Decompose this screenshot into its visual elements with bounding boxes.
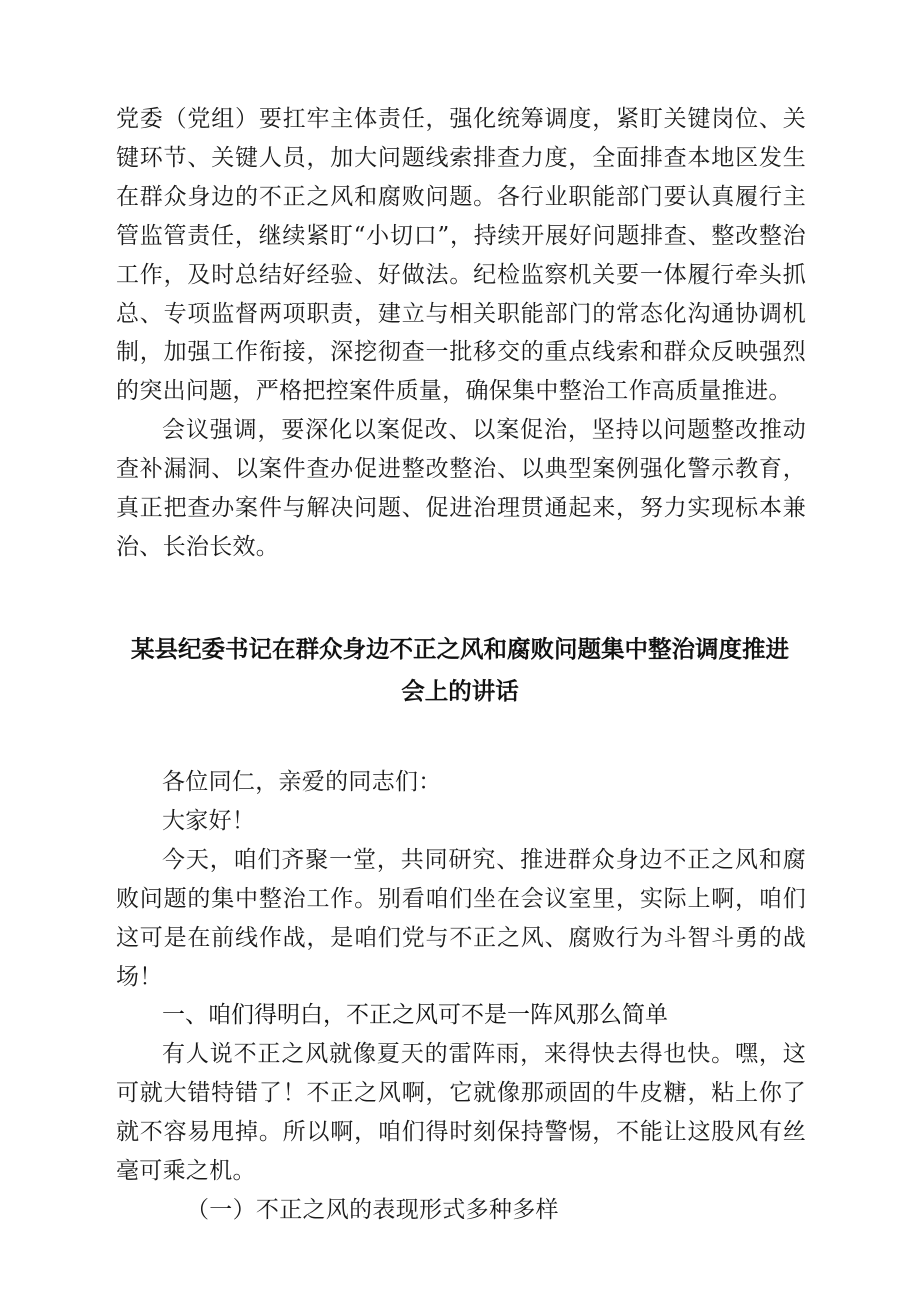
speech-title-line1: 某县纪委书记在群众身边不正之风和腐败问题集中整治调度推进 [131, 635, 789, 663]
subsection-heading-1: （一）不正之风的表现形式多种多样 [186, 1196, 559, 1223]
paragraph-unhealthy-wind: 有人说不正之风就像夏天的雷阵雨，来得快去得也快。嘿，这可就大错特错了！不正之风啊，它就像那顽固的牛皮糖，粘上你了就不容易甩掉。所以啊，咱们得时刻保持警惕，不能让这股风有丝毫可乘之机。 [116, 1041, 806, 1185]
section-heading-1: 一、咱们得明白，不正之风可不是一阵风那么简单 [162, 1002, 668, 1029]
salutation: 各位同仁，亲爱的同志们： [162, 769, 442, 795]
paragraph-meeting-emphasis: 会议强调，要深化以案促改、以案促治，坚持以问题整改推动查补漏洞、以案件查办促进整改整治、以典型案例强化警示教育，真正把查办案件与解决问题、促进治理贯通起来，努力实现标本兼治、长治长效。 [116, 417, 806, 560]
section-top [116, 100, 806, 567]
speech-title [100, 628, 820, 712]
speech-title-line2: 会上的讲话 [401, 677, 519, 705]
paragraph-responsibility: 党委（党组）要扛牢主体责任，强化统筹调度，紧盯关键岗位、关键环节、关键人员，加大问题线索排查力度，全面排查本地区发生在群众身边的不正之风和腐败问题。各行业职能部门要认真履行主管监管责任，继续紧盯“小切口”，持续开展好问题排查、整改整治工作，及时总结好经验、好做法。纪检监察机关要一体履行牵头抓总、专项监督两项职责，建立与相关职能部门的常态化沟通协调机制，加强工作衔接，深挖彻查一批移交的重点线索和群众反映强烈的突出问题，严格把控案件质量，确保集中整治工作高质量推进。 [116, 106, 806, 405]
section-speech [116, 763, 806, 1230]
greeting: 大家好！ [162, 807, 256, 834]
paragraph-opening: 今天，咱们齐聚一堂，共同研究、推进群众身边不正之风和腐败问题的集中整治工作。别看咱们坐在会议室里，实际上啊，咱们这可是在前线作战，是咱们党与不正之风、腐败行为斗智斗勇的战场！ [116, 846, 806, 990]
